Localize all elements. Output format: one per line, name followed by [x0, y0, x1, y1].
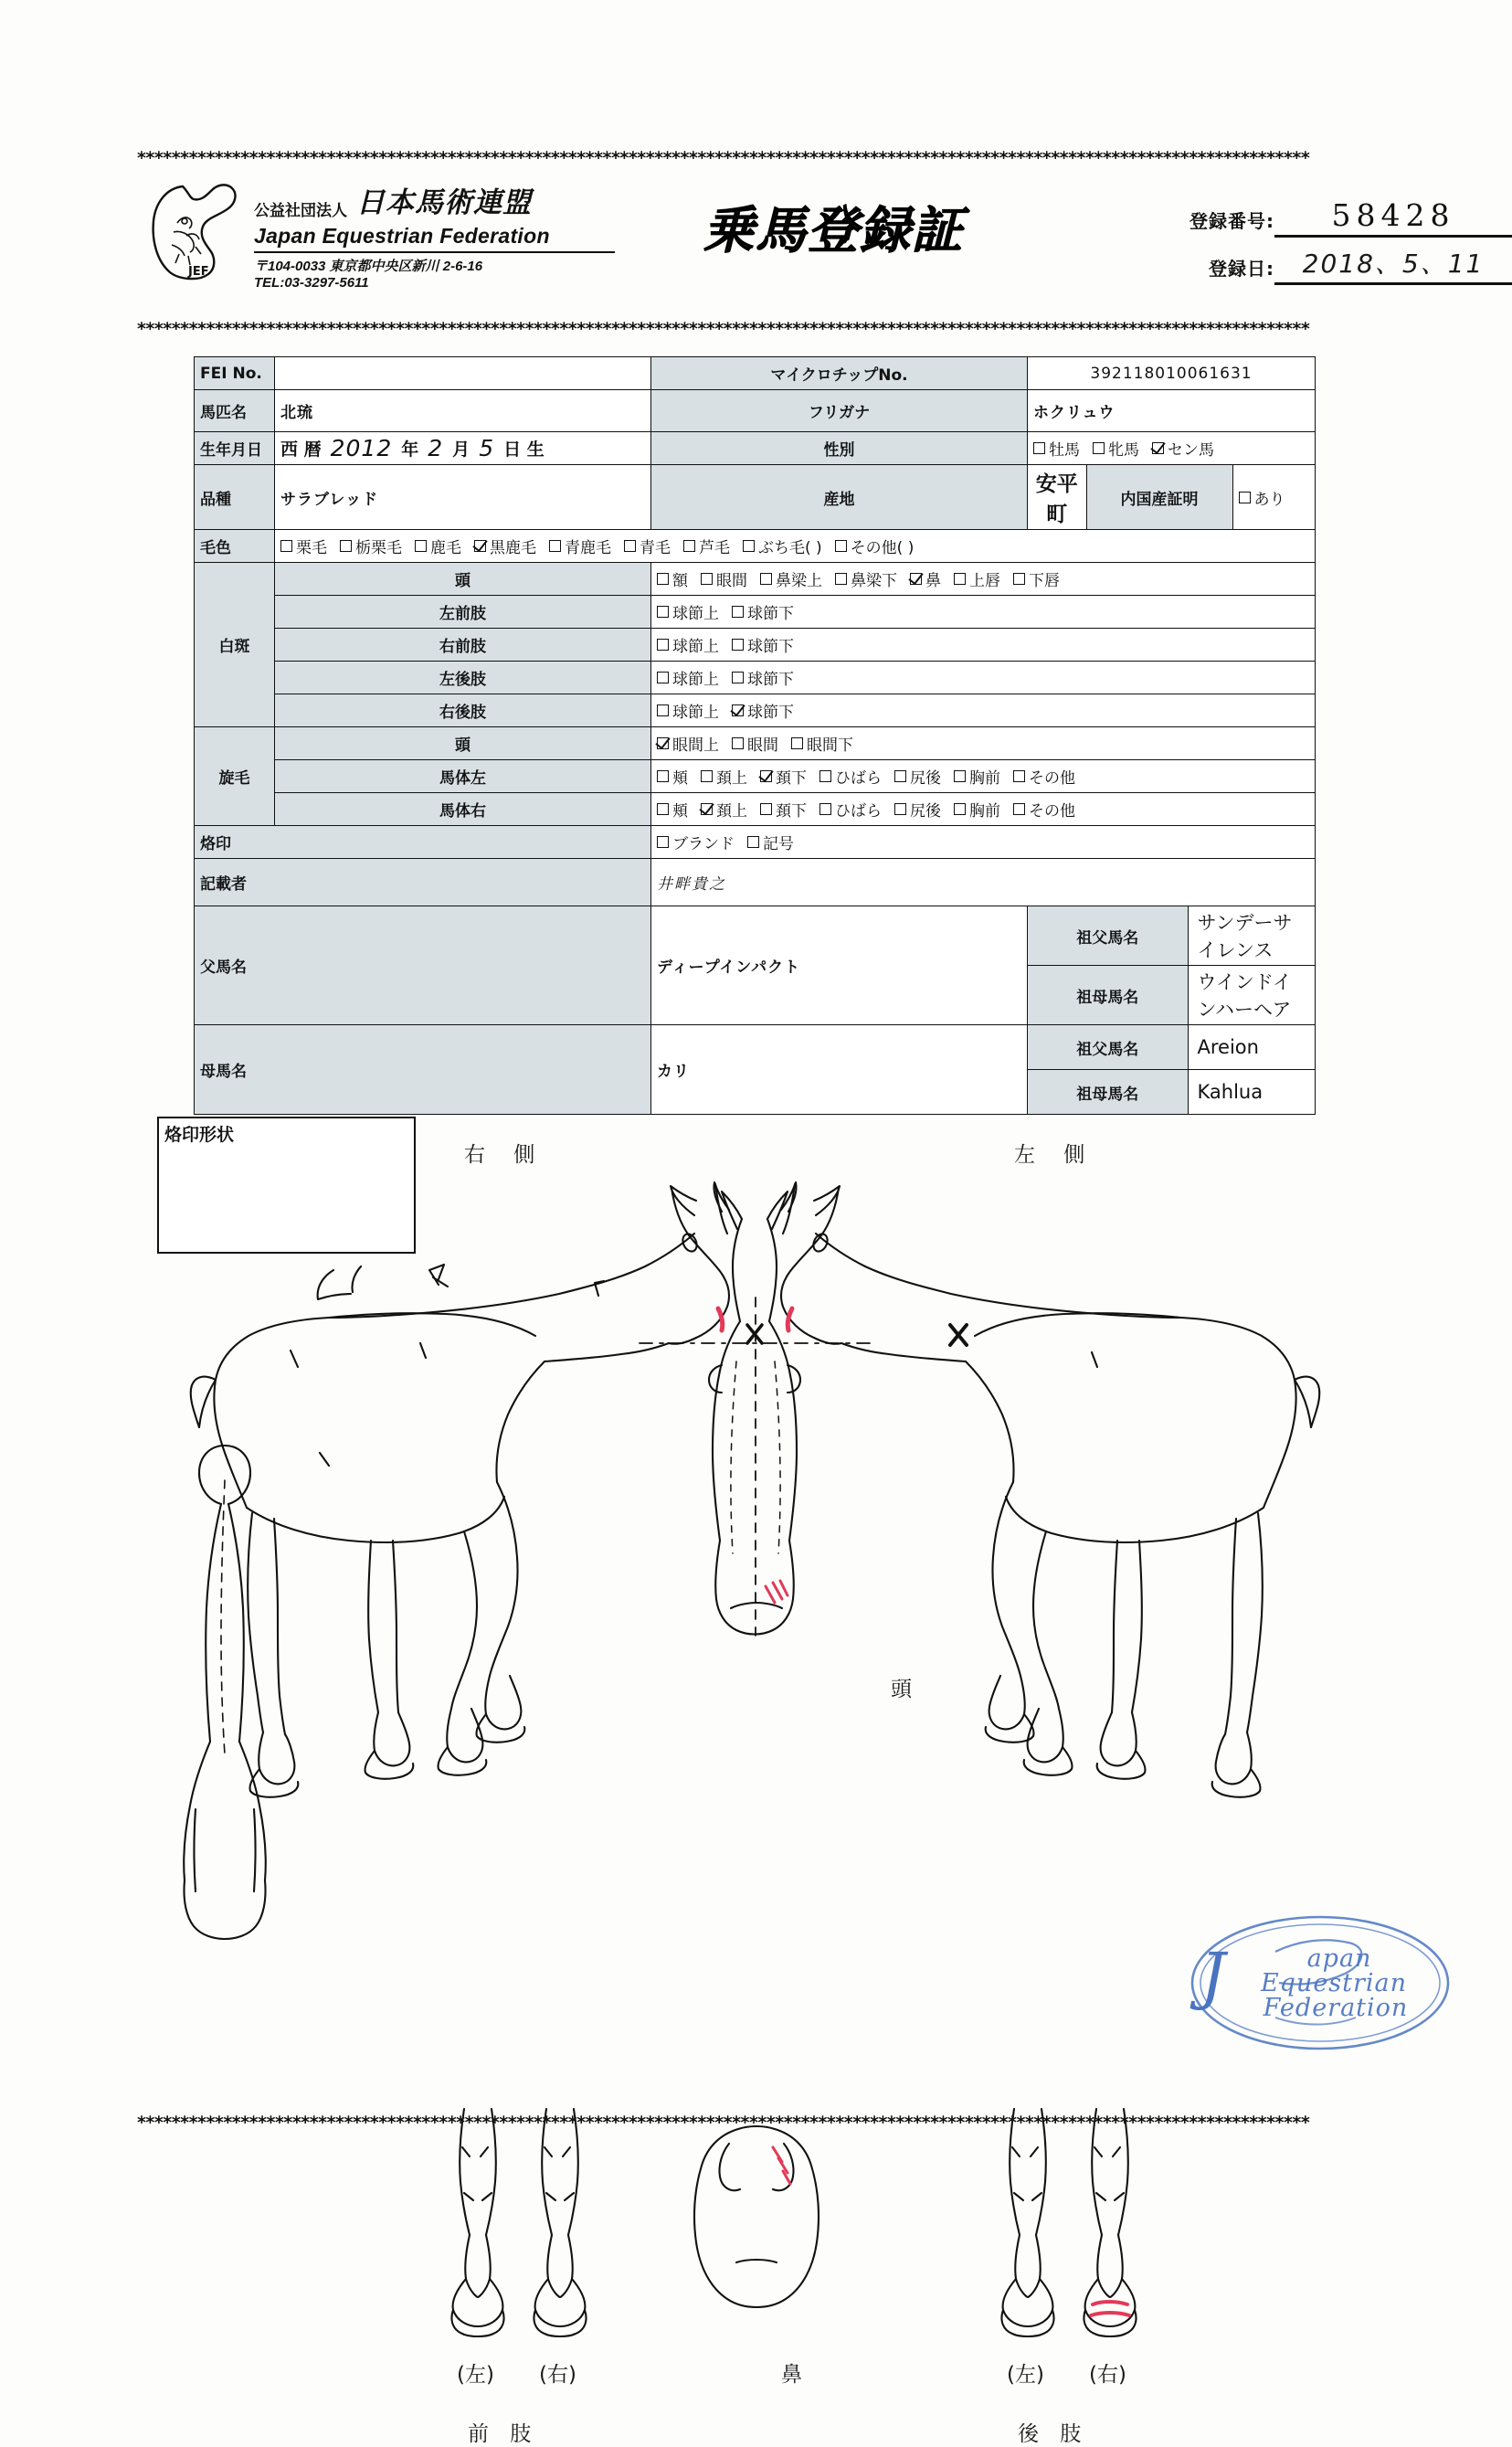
- checkbox-icon: [954, 573, 966, 585]
- option-label: 頬: [672, 769, 688, 788]
- birth-prefix: 西 暦: [280, 440, 322, 460]
- org-name-jp: 日本馬術連盟: [356, 186, 532, 219]
- checkbox-icon: [657, 836, 669, 848]
- table-row-whorl-right: [195, 793, 1316, 826]
- table-row-birth: [195, 432, 1316, 465]
- sire-label: 父馬名: [195, 906, 651, 1025]
- option-checkbox[interactable]: [657, 765, 688, 788]
- white-options-1[interactable]: [651, 596, 1316, 629]
- document-header: [137, 179, 1485, 298]
- dam-grandsire-value[interactable]: Areion: [1197, 1036, 1259, 1058]
- checkbox-icon: [624, 540, 636, 552]
- whorl-option-list-2: [657, 798, 1309, 821]
- option-label: 牡馬: [1049, 441, 1080, 460]
- option-label: 牝馬: [1108, 441, 1139, 460]
- option-checkbox[interactable]: [732, 600, 794, 623]
- checkbox-checked-icon: [474, 540, 486, 552]
- checkbox-icon: [747, 836, 759, 848]
- option-checkbox[interactable]: [894, 765, 941, 788]
- checkbox-icon: [657, 606, 669, 618]
- option-checkbox[interactable]: [657, 732, 719, 755]
- option-label: その他: [1029, 769, 1075, 788]
- option-label: 球節下: [747, 671, 794, 689]
- option-label: 鹿毛: [430, 539, 461, 557]
- checkbox-icon: [791, 737, 803, 749]
- option-label: 球節下: [747, 704, 794, 722]
- coat-label: 毛色: [195, 530, 275, 563]
- option-label: ぶち毛( ): [758, 539, 822, 557]
- option-checkbox[interactable]: [819, 765, 882, 788]
- option-checkbox[interactable]: [954, 765, 1000, 788]
- option-checkbox[interactable]: [760, 798, 807, 821]
- document-title: 乗馬登録証: [703, 201, 965, 260]
- option-checkbox[interactable]: [657, 567, 688, 590]
- checkbox-icon: [835, 540, 847, 552]
- org-name-en: Japan Equestrian Federation: [254, 224, 550, 248]
- domestic-label: 内国産証明: [1086, 465, 1232, 529]
- checkbox-icon: [1093, 442, 1105, 454]
- option-label: 胸前: [969, 769, 1000, 788]
- checkbox-icon: [549, 540, 561, 552]
- checkbox-checked-icon: [1152, 442, 1164, 454]
- option-checkbox[interactable]: [894, 798, 941, 821]
- org-telephone: TEL:03-3297-5611: [254, 275, 369, 291]
- origin-value[interactable]: 安平町: [1035, 472, 1078, 526]
- registration-number-row: [1147, 190, 1512, 238]
- option-checkbox[interactable]: [415, 535, 461, 557]
- sire-grandsire-value[interactable]: サンデーサイレンス: [1197, 912, 1293, 961]
- organization-block: [254, 179, 638, 291]
- option-label: 頚下: [776, 769, 807, 788]
- stamp-text-block: [1188, 1910, 1453, 2056]
- registration-number-field[interactable]: [1274, 197, 1512, 238]
- option-checkbox[interactable]: [954, 567, 1000, 590]
- checkbox-icon: [1013, 770, 1025, 782]
- option-label: 眼間: [716, 572, 747, 590]
- breed-value[interactable]: サラブレッド: [275, 465, 651, 530]
- option-label: 球節上: [672, 671, 719, 689]
- option-label: 頚上: [716, 769, 747, 788]
- whorl-option-list-0: [657, 732, 1309, 755]
- origin-cell: [1028, 465, 1316, 530]
- checkbox-checked-icon: [701, 803, 713, 815]
- star-divider-middle: ****************************************************************************************************************************************: [137, 319, 1310, 339]
- dam-grandsire-cell: [1028, 1025, 1316, 1070]
- sex-options[interactable]: [1028, 432, 1316, 465]
- birth-year-value: 2012: [330, 435, 393, 461]
- option-label: 鼻梁上: [776, 572, 822, 590]
- option-label: 額: [672, 572, 688, 590]
- front-left-label: (左): [457, 2363, 494, 2387]
- checkbox-icon: [657, 704, 669, 716]
- option-checkbox[interactable]: [835, 535, 915, 557]
- option-label: 眼間: [747, 736, 778, 755]
- dam-granddam-cell: [1028, 1070, 1316, 1115]
- option-label: 鼻: [925, 572, 941, 590]
- rear-right-label: (右): [1089, 2363, 1126, 2387]
- checkbox-icon: [415, 540, 427, 552]
- breed-label: 品種: [195, 465, 275, 530]
- birth-day-value: 5: [479, 435, 495, 461]
- checkbox-icon: [657, 803, 669, 815]
- checkbox-icon: [683, 540, 695, 552]
- option-checkbox[interactable]: [701, 798, 747, 821]
- option-label: 鼻梁下: [851, 572, 897, 590]
- option-label: セン馬: [1168, 441, 1214, 460]
- white-label: 白斑: [195, 563, 275, 727]
- sire-granddam-value[interactable]: ウインドインハーヘア: [1197, 971, 1292, 1021]
- brand-options[interactable]: [651, 826, 1316, 859]
- fei-label: FEI No.: [195, 357, 275, 390]
- option-label: ブランド: [672, 835, 735, 853]
- registration-number-label: 登録番号:: [1190, 210, 1274, 232]
- checkbox-icon: [743, 540, 755, 552]
- option-label: 頚上: [716, 802, 747, 821]
- white-options-3[interactable]: [651, 662, 1316, 694]
- option-checkbox[interactable]: [1013, 765, 1075, 788]
- white-part-1: 左前肢: [275, 596, 651, 629]
- option-label: ひばら: [835, 769, 882, 788]
- option-checkbox[interactable]: [657, 633, 719, 656]
- option-label: 芦毛: [699, 539, 730, 557]
- white-option-list-1: [657, 600, 1309, 623]
- sire-grandsire-label: 祖父馬名: [1028, 906, 1188, 965]
- whorl-options-0[interactable]: [651, 727, 1316, 760]
- option-checkbox[interactable]: [1013, 567, 1060, 590]
- option-label: 栗毛: [296, 539, 327, 557]
- option-checkbox[interactable]: [732, 732, 778, 755]
- option-checkbox[interactable]: [657, 699, 719, 722]
- whorl-options-2[interactable]: [651, 793, 1316, 826]
- option-label: 上唇: [969, 572, 1000, 590]
- option-checkbox[interactable]: [280, 535, 327, 557]
- registration-block: [1147, 190, 1512, 285]
- option-checkbox[interactable]: [732, 633, 794, 656]
- white-options-0[interactable]: [651, 563, 1316, 596]
- option-label: 球節上: [672, 704, 719, 722]
- option-label: 胸前: [969, 802, 1000, 821]
- option-checkbox[interactable]: [835, 567, 897, 590]
- checkbox-icon: [760, 573, 772, 585]
- option-checkbox[interactable]: [657, 831, 735, 853]
- registration-date-row: [1147, 238, 1512, 285]
- option-checkbox[interactable]: [732, 666, 794, 689]
- table-row-white-head: [195, 563, 1316, 596]
- furigana-value[interactable]: ホクリュウ: [1028, 390, 1316, 432]
- checkbox-checked-icon: [732, 704, 744, 716]
- birth-label: 生年月日: [195, 432, 275, 465]
- option-label: 青毛: [640, 539, 671, 557]
- coat-options[interactable]: [275, 530, 1316, 563]
- logo-text: JEF: [188, 265, 209, 279]
- option-checkbox[interactable]: [657, 666, 719, 689]
- option-checkbox[interactable]: [624, 535, 671, 557]
- checkbox-icon: [701, 573, 713, 585]
- whorl-part-2: 馬体右: [275, 793, 651, 826]
- option-checkbox[interactable]: [791, 732, 853, 755]
- writer-value[interactable]: 井畔貴之: [651, 859, 1316, 906]
- nose-label: 鼻: [781, 2363, 802, 2387]
- sire-granddam-cell: [1028, 966, 1316, 1025]
- option-label: その他: [1029, 802, 1075, 821]
- table-row-fei: [195, 357, 1316, 390]
- option-label: 尻後: [910, 769, 941, 788]
- brand-shape-label: 烙印形状: [164, 1125, 235, 1145]
- checkbox-icon: [894, 803, 906, 815]
- option-label: 青鹿毛: [565, 539, 611, 557]
- table-row-name: [195, 390, 1316, 432]
- star-divider-bottom: ****************************************************************************************************************************************: [137, 2113, 1310, 2133]
- white-option-list-2: [657, 633, 1309, 656]
- birth-month-value: 2: [428, 435, 444, 461]
- org-address: 〒104-0033 東京都中央区新川 2-6-16: [254, 259, 483, 274]
- white-part-4: 右後肢: [275, 694, 651, 727]
- checkbox-checked-icon: [760, 770, 772, 782]
- origin-label: 産地: [651, 465, 1028, 530]
- head-label: 頭: [891, 1678, 912, 1701]
- dam-grandsire-label: 祖父馬名: [1028, 1025, 1188, 1069]
- right-side-label: 右 側: [464, 1143, 546, 1167]
- option-checkbox[interactable]: [657, 798, 688, 821]
- table-row-sire: [195, 906, 1316, 966]
- checkbox-icon: [657, 639, 669, 651]
- star-divider-top: ****************************************************************************************************************************************: [137, 148, 1310, 168]
- white-option-list-4: [657, 699, 1309, 722]
- birth-value[interactable]: [275, 432, 651, 465]
- jef-logo-icon: [146, 181, 247, 283]
- checkbox-icon: [894, 770, 906, 782]
- option-checkbox[interactable]: [1033, 437, 1080, 460]
- rear-left-label: (左): [1007, 2363, 1044, 2387]
- domestic-option-cell[interactable]: [1232, 465, 1315, 529]
- option-checkbox[interactable]: [732, 699, 794, 722]
- writer-label: 記載者: [195, 859, 651, 906]
- dam-granddam-label: 祖母馬名: [1028, 1070, 1188, 1114]
- org-prefix: 公益社団法人: [254, 202, 347, 220]
- stamp-line-3: Federation: [1263, 1993, 1409, 2022]
- dam-label: 母馬名: [195, 1025, 651, 1115]
- table-row-whorl-head: [195, 727, 1316, 760]
- option-label: 栃栗毛: [355, 539, 402, 557]
- microchip-value[interactable]: 392118010061631: [1028, 357, 1316, 390]
- option-checkbox[interactable]: [474, 535, 536, 557]
- coat-option-list: [280, 535, 1309, 557]
- sex-option-list: [1033, 437, 1309, 460]
- birth-month-unit: 月: [452, 440, 471, 460]
- option-checkbox[interactable]: [743, 535, 822, 557]
- table-row-white-lh: [195, 662, 1316, 694]
- brand-label: 烙印: [195, 826, 651, 859]
- checkbox-icon: [732, 672, 744, 683]
- checkbox-icon: [954, 770, 966, 782]
- table-row-dam: [195, 1025, 1316, 1070]
- option-checkbox[interactable]: [549, 535, 611, 557]
- fei-value[interactable]: [275, 357, 651, 390]
- option-checkbox[interactable]: [747, 831, 794, 853]
- option-label: 眼間上: [672, 736, 719, 755]
- option-checkbox[interactable]: [1013, 798, 1075, 821]
- option-label: 頚下: [776, 802, 807, 821]
- checkbox-icon: [1033, 442, 1045, 454]
- option-checkbox[interactable]: [657, 600, 719, 623]
- option-label: 頬: [672, 802, 688, 821]
- option-label: 球節下: [747, 638, 794, 656]
- option-label: 記号: [763, 835, 794, 853]
- option-label: 眼間下: [807, 736, 853, 755]
- white-part-3: 左後肢: [275, 662, 651, 694]
- horse-name-label: 馬匹名: [195, 390, 275, 432]
- option-label: その他( ): [850, 539, 915, 557]
- registration-date-value: 2018、5、11: [1302, 249, 1485, 279]
- table-row-breed: [195, 465, 1316, 530]
- stamp-initial: J: [1200, 1941, 1226, 2013]
- option-checkbox[interactable]: [1239, 486, 1285, 509]
- checkbox-icon: [760, 803, 772, 815]
- dam-granddam-value[interactable]: Kahlua: [1197, 1081, 1264, 1103]
- checkbox-icon: [819, 770, 831, 782]
- horse-data-table: [194, 356, 1316, 1115]
- stamp-line-1: apan: [1306, 1944, 1372, 1973]
- front-limb-label: 前 肢: [468, 2422, 539, 2446]
- sire-value[interactable]: ディープインパクト: [651, 906, 1028, 1025]
- checkbox-icon: [835, 573, 847, 585]
- registration-number-value: 58428: [1331, 197, 1455, 233]
- sire-granddam-label: 祖母馬名: [1028, 966, 1188, 1024]
- stamp-line-2: Equestrian: [1260, 1968, 1408, 1997]
- checkbox-icon: [340, 540, 352, 552]
- whorl-options-1[interactable]: [651, 760, 1316, 793]
- option-checkbox[interactable]: [760, 567, 822, 590]
- birth-day-unit: 日 生: [503, 440, 545, 460]
- option-checkbox[interactable]: [701, 765, 747, 788]
- sex-label: 性別: [651, 432, 1028, 465]
- checkbox-icon: [657, 770, 669, 782]
- option-checkbox[interactable]: [701, 567, 747, 590]
- org-divider: [254, 251, 615, 253]
- checkbox-icon: [954, 803, 966, 815]
- checkbox-icon: [657, 672, 669, 683]
- white-options-2[interactable]: [651, 629, 1316, 662]
- domestic-option-list: [1239, 486, 1310, 509]
- table-row-white-rf: [195, 629, 1316, 662]
- birth-year-unit: 年: [401, 440, 419, 460]
- checkbox-icon: [701, 770, 713, 782]
- white-option-list-3: [657, 666, 1309, 689]
- sire-grandsire-cell: [1028, 906, 1316, 966]
- brand-option-list: [657, 831, 1309, 853]
- checkbox-icon: [1239, 492, 1251, 503]
- option-checkbox[interactable]: [954, 798, 1000, 821]
- table-row-coat: [195, 530, 1316, 563]
- option-checkbox[interactable]: [683, 535, 730, 557]
- option-checkbox[interactable]: [1093, 437, 1139, 460]
- table-row-white-rh: [195, 694, 1316, 727]
- checkbox-icon: [732, 639, 744, 651]
- option-label: 下唇: [1029, 572, 1060, 590]
- checkbox-icon: [657, 573, 669, 585]
- table-row-white-lf: [195, 596, 1316, 629]
- checkbox-icon: [1013, 573, 1025, 585]
- table-row-whorl-left: [195, 760, 1316, 793]
- option-checkbox[interactable]: [819, 798, 882, 821]
- dam-value[interactable]: カリ: [651, 1025, 1028, 1115]
- option-label: 黒鹿毛: [490, 539, 536, 557]
- table-row-brand: [195, 826, 1316, 859]
- option-checkbox[interactable]: [760, 765, 807, 788]
- option-checkbox[interactable]: [910, 567, 941, 590]
- left-side-label: 左 側: [1014, 1143, 1096, 1167]
- option-label: 球節上: [672, 638, 719, 656]
- whorl-part-1: 馬体左: [275, 760, 651, 793]
- checkbox-checked-icon: [657, 737, 669, 749]
- option-checkbox[interactable]: [340, 535, 402, 557]
- front-right-label: (右): [539, 2363, 576, 2387]
- jef-official-stamp: [1188, 1910, 1453, 2056]
- option-label: 尻後: [910, 802, 941, 821]
- whorl-option-list-1: [657, 765, 1309, 788]
- option-checkbox[interactable]: [1152, 437, 1214, 460]
- registration-date-label: 登録日:: [1209, 258, 1274, 280]
- option-label: あり: [1253, 490, 1285, 509]
- furigana-label: フリガナ: [651, 390, 1028, 432]
- option-label: 球節下: [747, 605, 794, 623]
- checkbox-icon: [280, 540, 292, 552]
- white-options-4[interactable]: [651, 694, 1316, 727]
- table-row-writer: [195, 859, 1316, 906]
- checkbox-icon: [732, 737, 744, 749]
- option-label: 球節上: [672, 605, 719, 623]
- checkbox-icon: [1013, 803, 1025, 815]
- white-option-list-0: [657, 567, 1309, 590]
- horse-name-value[interactable]: 北琉: [275, 390, 651, 432]
- white-part-0: 頭: [275, 563, 651, 596]
- microchip-label: マイクロチップNo.: [651, 357, 1028, 390]
- rear-limb-label: 後 肢: [1018, 2422, 1089, 2446]
- white-part-2: 右前肢: [275, 629, 651, 662]
- whorl-label: 旋毛: [195, 727, 275, 826]
- checkbox-checked-icon: [910, 573, 922, 585]
- checkbox-icon: [732, 606, 744, 618]
- option-label: ひばら: [835, 802, 882, 821]
- whorl-part-0: 頭: [275, 727, 651, 760]
- checkbox-icon: [819, 803, 831, 815]
- registration-date-field[interactable]: [1274, 244, 1512, 285]
